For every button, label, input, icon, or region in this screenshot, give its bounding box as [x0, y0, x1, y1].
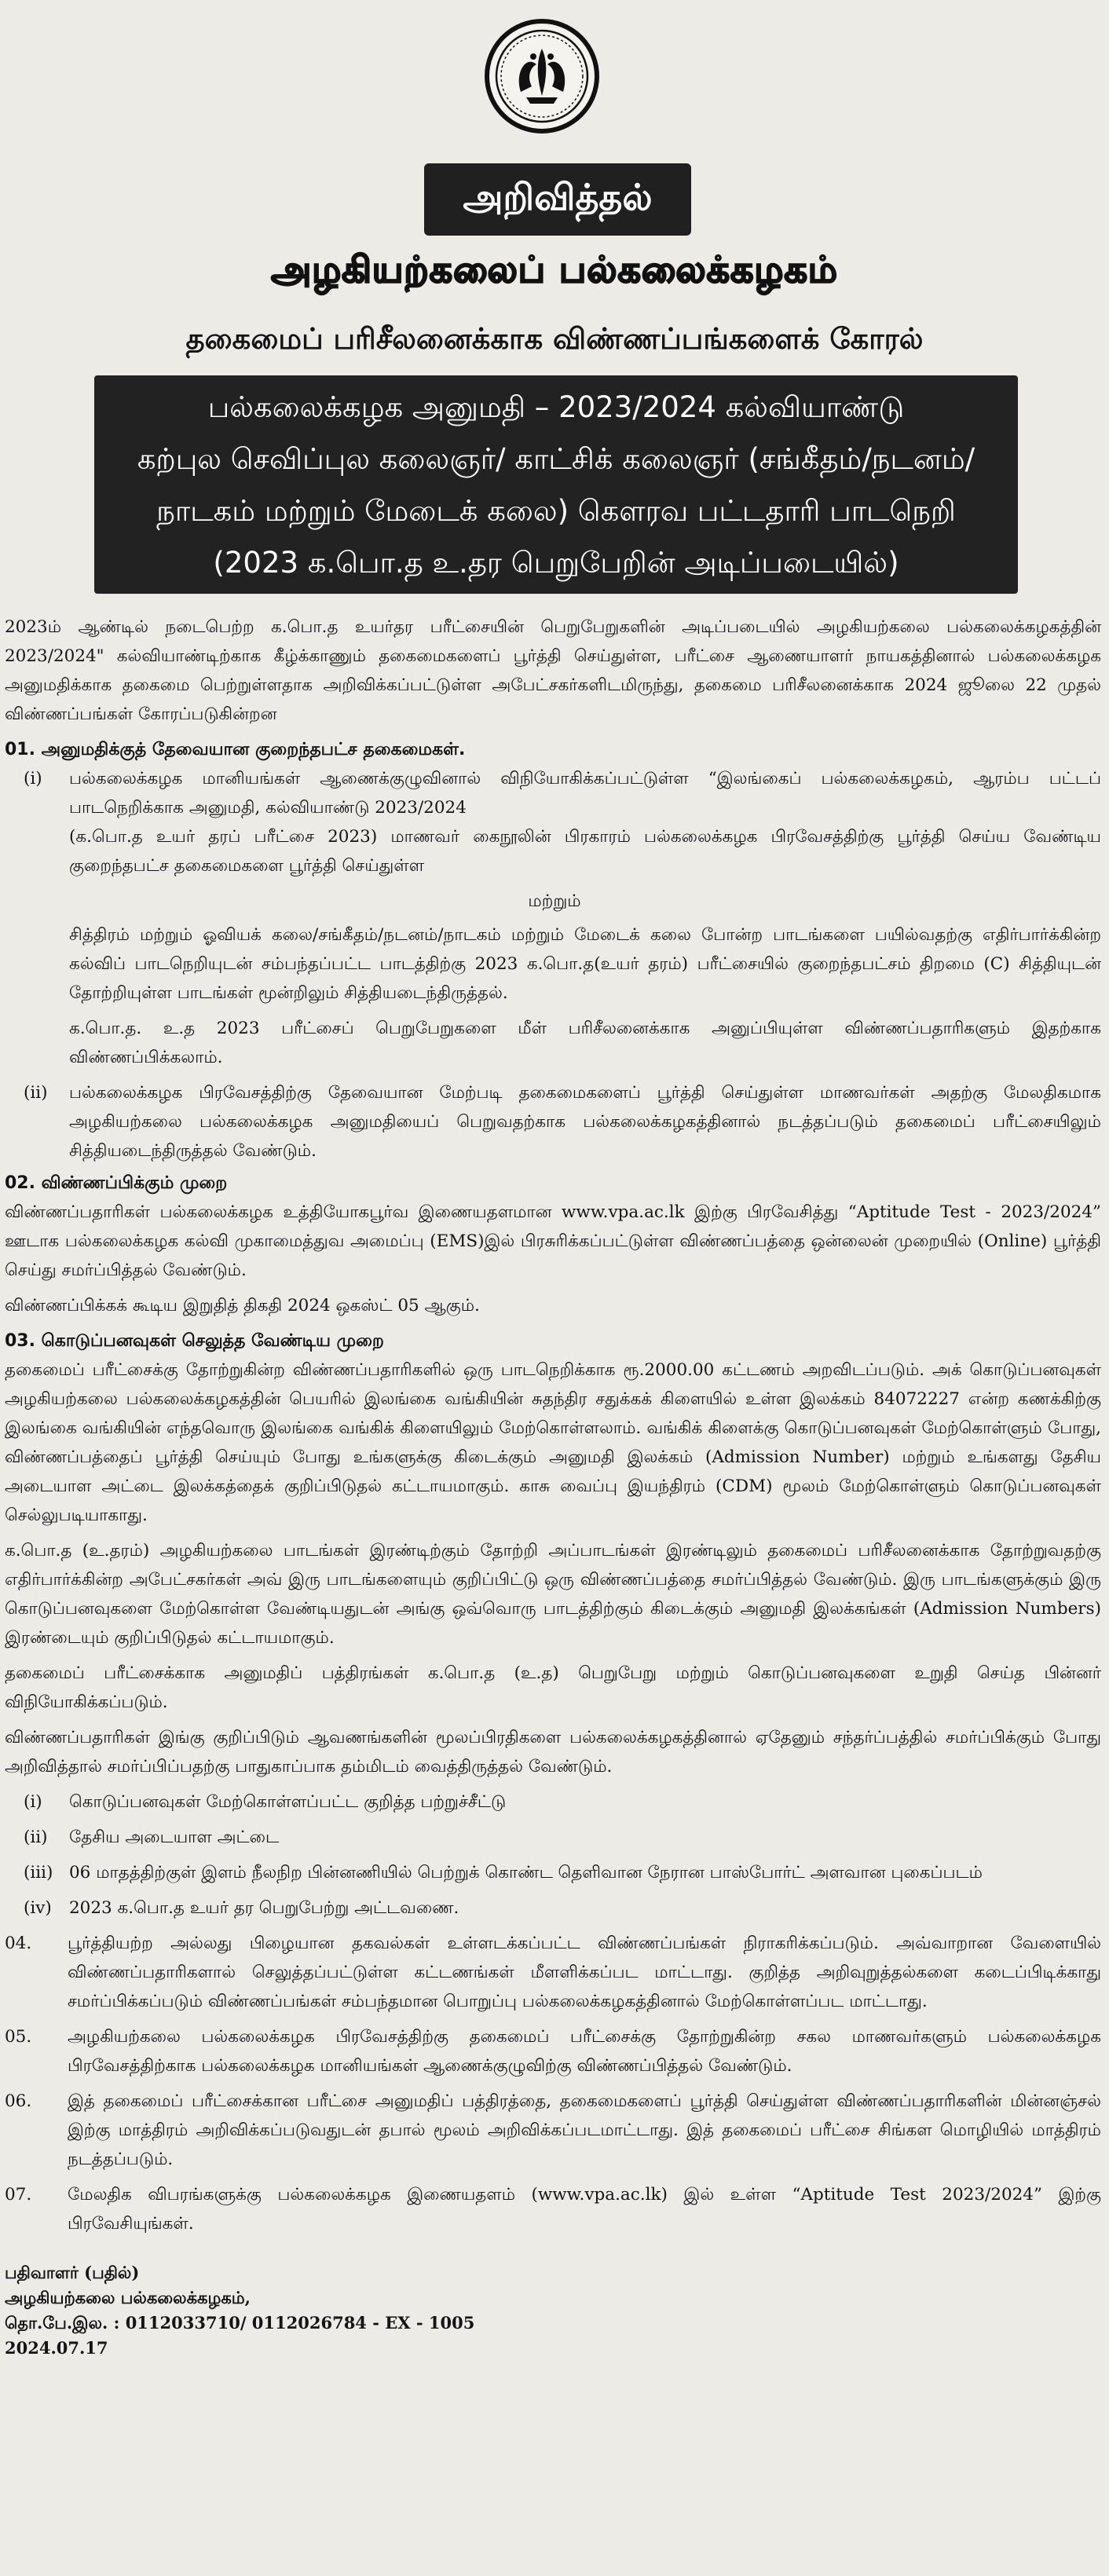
title-line: நாடகம் மற்றும் மேடைக் கலை) கௌரவ பட்டதாரி பாடநெறி [156, 494, 956, 528]
title-line: கற்புல செவிப்புல கலைஞர்/ காட்சிக் கலைஞர் (சங்கீதம்/நடனம்/ [137, 442, 975, 476]
conjunction-and: மற்றும் [528, 891, 581, 911]
notice-date: 2024.07.17 [5, 2338, 108, 2358]
call-for-applications: தகைமைப் பரிசீலனைக்காக விண்ணப்பங்களைக் கோரல் [185, 322, 924, 356]
payment-paragraph: தகைமைப் பரீட்சைக்கு தோற்றுகின்ற விண்ணப்பதாரிகளில் ஒரு பாடநெறிக்காக ரூ.2000.00 கட்டணம் அறவிடப்படும். அக் கொடுப்பனவுகள் அழகியற்கலை பல்கலைக்கழகத்தின் பெயரில் இலங்கை வங்கியின் சுதந்திர சதுக்கக் கிளையில் உள்ள இலக்கம் 84072227 என்ற கணக்கிற்கு இலங்கை வங்கியின் எந்தவொரு இலங்கை வங்கிக் கிளையிலும் மேற்கொள்ளலாம். வங்கிக் கிளைக்கு கொடுப்பனவுகள் மேற்கொள்ளும் போது, விண்ணப்பத்தைப் பூர்த்தி செய்யும் போது உங்களுக்கு கிடைக்கும் அனுமதி இலக்கம் (Admission Number) மற்றும் உங்களது தேசிய அடையாள அட்டை இலக்கத்தைக் குறிப்பிடுதல் கட்டாயமாகும். காசு வைப்பு இயந்திரம் (CDM) மூலம் மேற்கொள்ளும் கொடுப்பனவுகள் செல்லுபடியாகாது. [5, 1360, 1101, 1525]
item-number: 04. [5, 1934, 32, 1953]
item-marker: (ii) [24, 1083, 48, 1103]
qualification-item [24, 764, 1101, 822]
application-method: விண்ணப்பதாரிகள் பல்கலைக்கழக உத்தியோகபூர்வ இணையதளமான www.vpa.ac.lk இற்கு பிரவேசித்து “Aptitude Test - 2023/2024” ஊடாக பல்கலைக்கழக கல்வி முகாமைத்துவ அமைப்பு (EMS)இல் பிரசுரிக்கப்பட்டுள்ள விண்ணப்பத்தை ஒன்லைன் முறையில் (Online) பூர்த்தி செய்து சமர்ப்பித்தல் வேண்டும். [5, 1202, 1101, 1280]
qualification-item [24, 1078, 1101, 1165]
item-text: பல்கலைக்கழக மானியங்கள் ஆணைக்குழுவினால் விநியோகிக்கப்பட்டுள்ள “இலங்கைப் பல்கலைக்கழகம், ஆரம்ப பட்டப் பாடநெறிக்காக அனுமதி, கல்வியாண்டு 2023/2024 [69, 769, 1101, 818]
numbered-item [0, 2022, 1109, 2080]
numbered-item [0, 2087, 1109, 2174]
item-text: பல்கலைக்கழக பிரவேசத்திற்கு தேவையான மேற்படி தகைமைகளைப் பூர்த்தி செய்துள்ள மாணவர்கள் அதற்கு மேலதிகமாக அழகியற்கலை பல்கலைக்கழக அனுமதியைப் பெறுவதற்காக பல்கலைக்கழகத்தினால் நடத்தப்படும் தகைமைப் பரீட்சையிலும் சித்தியடைந்திருத்தல் வேண்டும். [69, 1083, 1101, 1161]
section-heading: 01. அனுமதிக்குத் தேவையான குறைந்தபட்ச தகைமைகள். [5, 740, 466, 759]
title-line: (2023 க.பொ.த உ.தர பெறுபேறின் அடிப்படையில்) [213, 546, 899, 580]
item-marker: (iv) [24, 1898, 52, 1918]
title-line: பல்கலைக்கழக அனுமதி – 2023/2024 கல்வியாண்டு [207, 390, 905, 424]
list-item [24, 1823, 1101, 1852]
section-heading: 02. விண்ணப்பிக்கும் முறை [5, 1173, 228, 1193]
qualification-continuation: (க.பொ.த உயர் தரப் பரீட்சை 2023) மாணவர் கைநூலின் பிரகாரம் பல்கலைக்கழக பிரவேசத்திற்கு பூர்த்தி செய்ய வேண்டிய குறைந்தபட்ச தகைமைகளை பூர்த்தி செய்துள்ள [69, 827, 1101, 876]
item-number: 07. [5, 2185, 32, 2205]
list-item [24, 1858, 1101, 1887]
signatory-title: பதிவாளர் (பதில்) [5, 2263, 140, 2282]
signature-block [0, 2260, 1109, 2361]
phone-numbers: தொ.பே.இல. : 0112033710/ 0112026784 - EX - 1005 [5, 2313, 475, 2333]
item-text: கொடுப்பனவுகள் மேற்கொள்ளப்பட்ட குறித்த பற்றுச்சீட்டு [69, 1792, 507, 1812]
numbered-item [0, 2180, 1109, 2238]
list-item [24, 1894, 1101, 1923]
item-text: 2023 க.பொ.த உயர் தர பெறுபேற்று அட்டவணை. [69, 1898, 459, 1918]
item-text: பூர்த்தியற்ற அல்லது பிழையான தகவல்கள் உள்ளடக்கப்பட்ட விண்ணப்பங்கள் நிராகரிக்கப்படும். அவ்வாறான வேளையில் விண்ணப்பதாரிகளால் செலுத்தப்பட்டுள்ள கட்டணங்கள் மீளளிக்கப்பட மாட்டாது. குறித்த அறிவுறுத்தல்களை கடைப்பிடிக்காது சமர்ப்பிக்கப்படும் விண்ணப்பங்கள் சம்பந்தமான பொறுப்பு பல்கலைக்கழகத்தினால் மேற்கொள்ளப்பட மாட்டாது. [68, 1934, 1101, 2011]
subjects-requirement: சித்திரம் மற்றும் ஓவியக் கலை/சங்கீதம்/நடனம்/நாடகம் மற்றும் மேடைக் கலை போன்ற பாடங்களை பயில்வதற்கு எதிர்பார்க்கின்ற கல்விப் பாடநெறியுடன் சம்பந்தப்பட்ட பாடத்திற்கு 2023 க.பொ.த(உயர் தரம்) பரீட்சையில் குறைந்தபட்சம் திறமை (C) சித்தியுடன் தோற்றியுள்ள பாடங்கள் மூன்றிலும் சித்தியடைந்திருத்தல். [69, 925, 1101, 1003]
payment-paragraph: விண்ணப்பதாரிகள் இங்கு குறிப்பிடும் ஆவணங்களின் மூலப்பிரதிகளை பல்கலைக்கழகத்தினால் ஏதேனும் சந்தர்ப்பத்தில் சமர்ப்பிக்கும் போது அறிவித்தால் சமர்ப்பிப்பதற்கு பாதுகாப்பாக தம்மிடம் வைத்திருத்தல் வேண்டும். [5, 1728, 1101, 1776]
item-text: இத் தகைமைப் பரீட்சைக்கான பரீட்சை அனுமதிப் பத்திரத்தை, தகைமைகளைப் பூர்த்தி செய்துள்ள விண்ணப்பதாரிகளின் மின்னஞ்சல் இற்கு மாத்திரம் அறிவிக்கப்படுவதுடன் தபால் மூலம் அறிவிக்கப்படமாட்டாது. இத் தகைமைப் பரீட்சை சிங்கள மொழியில் மாத்திரம் நடத்தப்படும். [68, 2091, 1101, 2169]
item-number: 05. [5, 2027, 32, 2047]
payment-paragraph: க.பொ.த (உ.தரம்) அழகியற்கலை பாடங்கள் இரண்டிற்கும் தோற்றி அப்பாடங்கள் இரண்டிலும் தகைமைப் பரிசீலனைக்காக தோற்றுவதற்கு எதிர்பார்க்கின்ற அபேட்சகர்கள் அவ் இரு பாடங்களையும் குறிப்பிட்டு ஒரு விண்ணப்பத்தை சமர்ப்பித்தல் வேண்டும். இரு பாடங்களுக்கும் இரு கொடுப்பனவுகளை மேற்கொள்ள வேண்டியதுடன் அங்கு ஒவ்வொரு பாடத்திற்கும் கிடைக்கும் அனுமதி இலக்கங்கள் (Admission Numbers) இரண்டையும் குறிப்பிடுதல் கட்டாயமாகும். [5, 1541, 1101, 1648]
university-emblem-icon [483, 17, 601, 135]
item-text: மேலதிக விபரங்களுக்கு பல்கலைக்கழக இணையதளம் (www.vpa.ac.lk) இல் உள்ள “Aptitude Test 2023/2024” இற்கு பிரவேசியுங்கள். [68, 2185, 1101, 2234]
institution-name: அழகியற்கலை பல்கலைக்கழகம், [5, 2288, 251, 2307]
item-marker: (i) [24, 1792, 42, 1812]
numbered-item [0, 1929, 1109, 2016]
item-text: அழகியற்கலை பல்கலைக்கழக பிரவேசத்திற்கு தகைமைப் பரீட்சைக்கு தோற்றுகின்ற சகல மாணவர்களும் பல்கலைக்கழக பிரவேசத்திற்காக பல்கலைக்கழக மானியங்கள் ஆணைக்குழுவிற்கு விண்ணப்பித்தல் வேண்டும். [68, 2027, 1101, 2076]
list-item [24, 1787, 1101, 1817]
intro-paragraph: 2023ம் ஆண்டில் நடைபெற்ற க.பொ.த உயர்தர பரீட்சையின் பெறுபேறுகளின் அடிப்படையில் அழகியற்கலை பல்கலைக்கழகத்தின் 2023/2024" கல்வியாண்டிற்காக கீழ்க்காணும் தகைமைகளைப் பூர்த்தி செய்துள்ள, பரீட்சை ஆணையாளர் நாயகத்தினால் பல்கலைக்கழக அனுமதிக்காக தகைமை பெற்றுள்ளதாக அறிவிக்கப்பட்டுள்ள அபேட்சகர்களிடமிருந்து, தகைமை பரிசீலனைக்காக 2024 ஜூலை 22 முதல் விண்ணப்பங்கள் கோரப்படுகின்றன [5, 617, 1101, 724]
document-list [24, 1787, 1101, 1923]
section-heading: 03. கொடுப்பனவுகள் செலுத்த வேண்டிய முறை [5, 1331, 384, 1351]
payment-paragraph: தகைமைப் பரீட்சைக்காக அனுமதிப் பத்திரங்கள் க.பொ.த (உ.த) பெறுபேறு மற்றும் கொடுப்பனவுகளை உறுதி செய்த பின்னர் விநியோகிக்கப்படும். [5, 1663, 1101, 1712]
notice-body [0, 613, 1109, 2361]
item-marker: (ii) [24, 1828, 48, 1847]
recheck-note: க.பொ.த. உ.த 2023 பரீட்சைப் பெறுபேறுகளை மீள் பரிசீலனைக்காக அனுப்பியுள்ள விண்ணப்பதாரிகளும் இதற்காக விண்ணப்பிக்கலாம். [69, 1019, 1101, 1067]
programme-title-box [94, 375, 1018, 594]
item-marker: (i) [24, 769, 42, 789]
university-name: அழகியற்கலைப் பல்கலைக்கழகம் [271, 248, 838, 291]
closing-date: விண்ணப்பிக்கக் கூடிய இறுதித் திகதி 2024 ஒகஸ்ட் 05 ஆகும். [5, 1296, 480, 1315]
notice-banner: அறிவித்தல் [424, 163, 691, 236]
item-text: 06 மாதத்திற்குள் இளம் நீலநிற பின்னணியில் பெற்றுக் கொண்ட தெளிவான நேரான பாஸ்போர்ட் அளவான புகைப்படம் [69, 1863, 983, 1883]
item-text: தேசிய அடையாள அட்டை [69, 1828, 280, 1847]
item-marker: (iii) [24, 1863, 53, 1883]
item-number: 06. [5, 2091, 32, 2111]
